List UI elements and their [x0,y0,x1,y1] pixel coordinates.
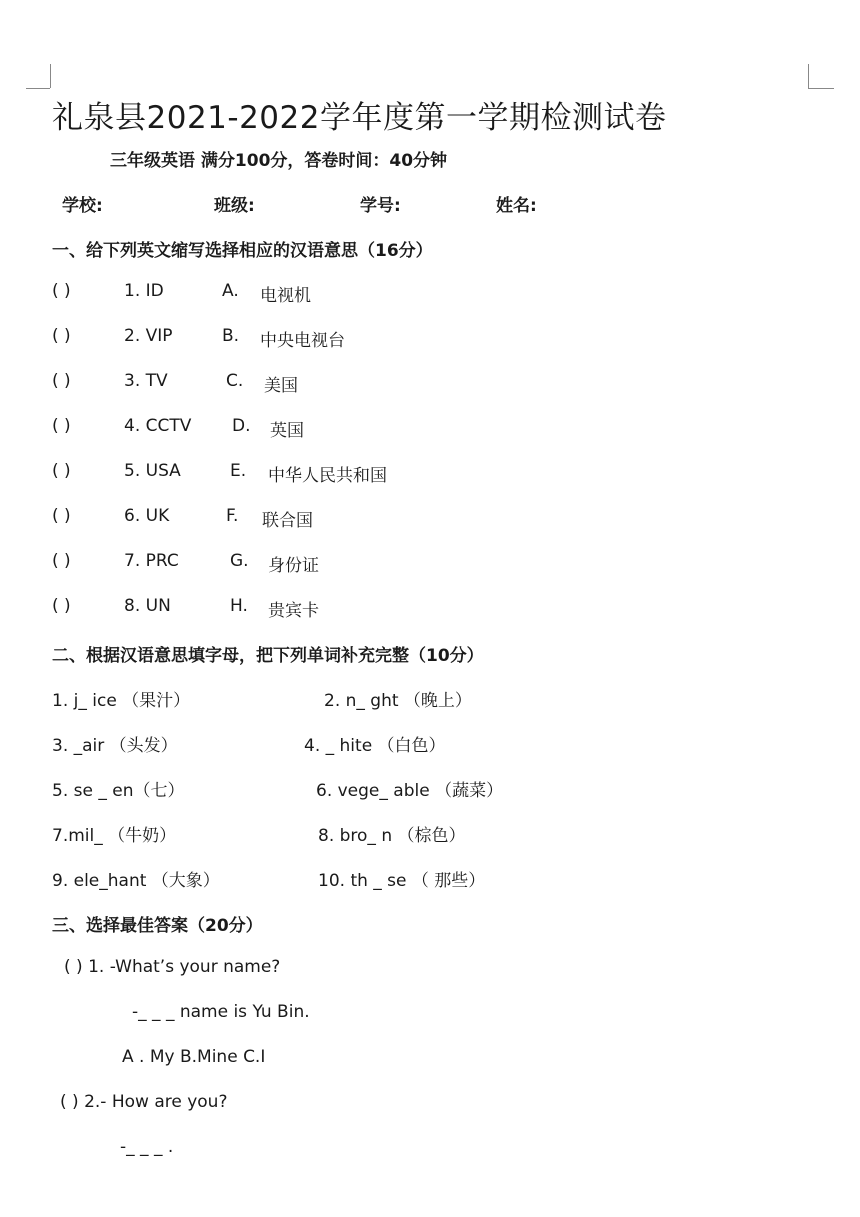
option-meaning: 中华人民共和国 [268,466,387,486]
student-no-field-label: 学号: [360,196,401,216]
fill-in-item: 2. n_ ght （晚上） [324,691,472,711]
class-field-label: 班级: [214,196,255,216]
option-meaning: 电视机 [260,286,311,306]
question-abbr: 8. UN [124,596,171,616]
crop-mark-top-right [808,64,809,88]
answer-paren[interactable]: ( ) [52,551,71,571]
option-letter: E. [230,461,247,481]
fill-in-item: 3. _air （头发） [52,736,178,756]
question-abbr: 6. UK [124,506,170,526]
section-1-heading: 一、给下列英文缩写选择相应的汉语意思（16分） [52,241,433,261]
option-meaning: 联合国 [262,511,313,531]
answer-paren[interactable]: ( ) [52,461,71,481]
option-meaning: 身份证 [268,556,319,576]
question-2-answer-line: -_ _ _ . [120,1137,174,1157]
option-letter: C. [226,371,244,391]
question-abbr: 3. TV [124,371,168,391]
question-1-answer-line: -_ _ _ name is Yu Bin. [132,1002,310,1022]
fill-in-item: 10. th _ se （ 那些） [318,871,486,891]
fill-in-item: 1. j_ ice （果汁） [52,691,191,711]
fill-in-item: 4. _ hite （白色） [304,736,446,756]
fill-in-item: 9. ele_hant （大象） [52,871,220,891]
question-1-options: A . My B.Mine C.I [122,1047,266,1067]
section-2-heading: 二、根据汉语意思填字母，把下列单词补充完整（10分） [52,646,484,666]
option-meaning: 中央电视台 [260,331,345,351]
exam-subtitle: 三年级英语 满分100分，答卷时间：40分钟 [110,151,448,171]
answer-paren[interactable]: ( ) [52,281,71,301]
option-letter: D. [232,416,251,436]
question-abbr: 2. VIP [124,326,173,346]
fill-in-item: 8. bro_ n （棕色） [318,826,466,846]
section-3-heading: 三、选择最佳答案（20分） [52,916,263,936]
answer-paren[interactable]: ( ) [52,416,71,436]
question-abbr: 1. ID [124,281,164,301]
option-letter: F. [226,506,239,526]
question-abbr: 5. USA [124,461,181,481]
fill-in-item: 6. vege_ able （蔬菜） [316,781,504,801]
name-field-label: 姓名: [496,196,537,216]
question-abbr: 7. PRC [124,551,179,571]
answer-paren[interactable]: ( ) [52,506,71,526]
crop-mark-top-left [26,88,50,89]
fill-in-item: 7.mil_ （牛奶） [52,826,177,846]
question-1: ( ) 1. -What’s your name? [64,957,281,977]
school-field-label: 学校: [62,196,103,216]
option-letter: G. [230,551,249,571]
option-letter: H. [230,596,248,616]
page-title: 礼泉县2021-2022学年度第一学期检测试卷 [52,100,667,136]
option-letter: A. [222,281,239,301]
answer-paren[interactable]: ( ) [52,596,71,616]
crop-mark-top-left [50,64,51,88]
question-abbr: 4. CCTV [124,416,192,436]
option-meaning: 英国 [270,421,304,441]
option-meaning: 美国 [264,376,298,396]
answer-paren[interactable]: ( ) [52,326,71,346]
option-letter: B. [222,326,240,346]
question-2: ( ) 2.- How are you? [60,1092,228,1112]
option-meaning: 贵宾卡 [268,601,319,621]
fill-in-item: 5. se _ en（七） [52,781,185,801]
answer-paren[interactable]: ( ) [52,371,71,391]
crop-mark-top-right [808,88,834,89]
